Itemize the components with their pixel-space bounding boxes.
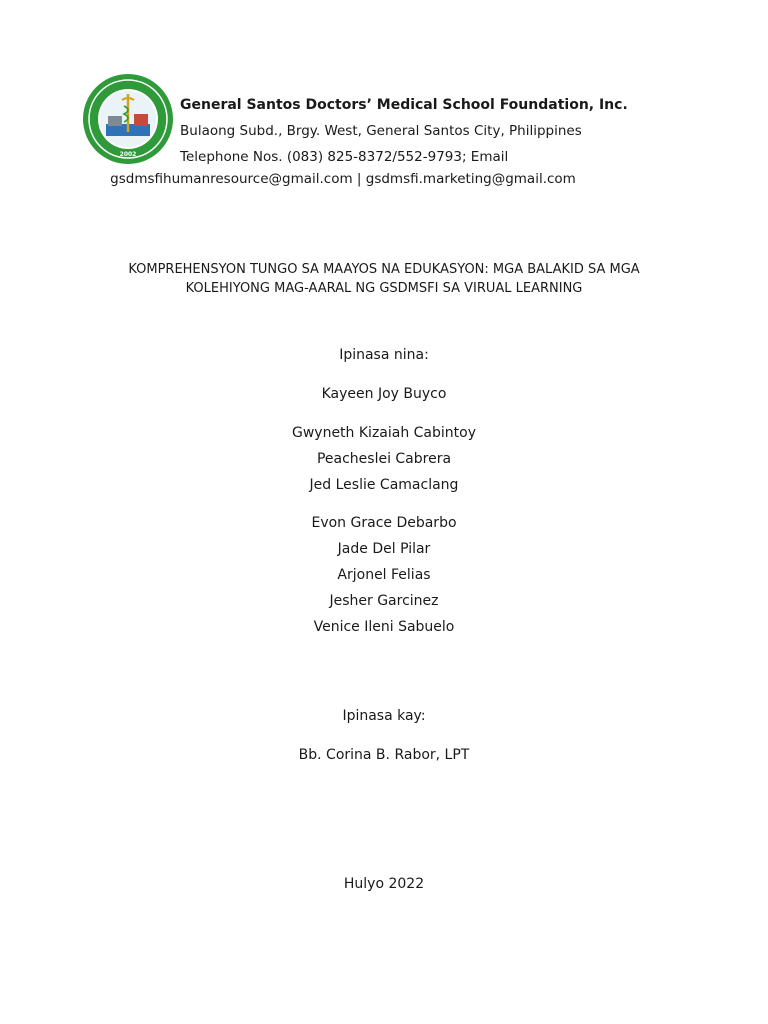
school-seal-logo xyxy=(82,72,174,166)
paper-title xyxy=(60,260,708,298)
institution-address: Bulaong Subd., Brgy. West, General Santos City, Philippines xyxy=(180,123,582,139)
author-name: Jesher Garcinez xyxy=(329,593,439,609)
adviser-name: Bb. Corina B. Rabor, LPT xyxy=(298,747,470,763)
institution-header xyxy=(180,92,628,170)
paper-title-line-1: KOMPREHENSYON TUNGO SA MAAYOS NA EDUKASYON: MGA BALAKID SA MGA xyxy=(128,262,640,277)
author-name: Arjonel Felias xyxy=(337,567,431,583)
author-group-3 xyxy=(0,510,768,640)
institution-telephone: Telephone Nos. (083) 825-8372/552-9793; Email xyxy=(180,149,509,165)
author-name: Gwyneth Kizaiah Cabintoy xyxy=(291,425,477,441)
submitted-to-label: Ipinasa kay: xyxy=(342,708,426,724)
author-name: Evon Grace Debarbo xyxy=(311,515,457,531)
author-name: Kayeen Joy Buyco xyxy=(321,386,447,402)
author-group-2 xyxy=(0,420,768,498)
submission-date: Hulyo 2022 xyxy=(343,876,425,892)
author-name: Peacheslei Cabrera xyxy=(316,451,452,467)
institution-name: General Santos Doctors’ Medical School Foundation, Inc. xyxy=(180,97,628,113)
institution-emails: gsdmsfihumanresource@gmail.com | gsdmsfi.marketing@gmail.com xyxy=(110,171,576,187)
author-name: Jed Leslie Camaclang xyxy=(309,477,459,493)
author-name: Venice Ileni Sabuelo xyxy=(313,619,455,635)
author-group-1 xyxy=(0,381,768,407)
submitted-by-label: Ipinasa nina: xyxy=(339,347,429,363)
paper-title-line-2: KOLEHIYONG MAG-AARAL NG GSDMSFI SA VIRUAL LEARNING xyxy=(185,281,583,296)
author-name: Jade Del Pilar xyxy=(337,541,431,557)
svg-text:2002: 2002 xyxy=(119,151,137,158)
